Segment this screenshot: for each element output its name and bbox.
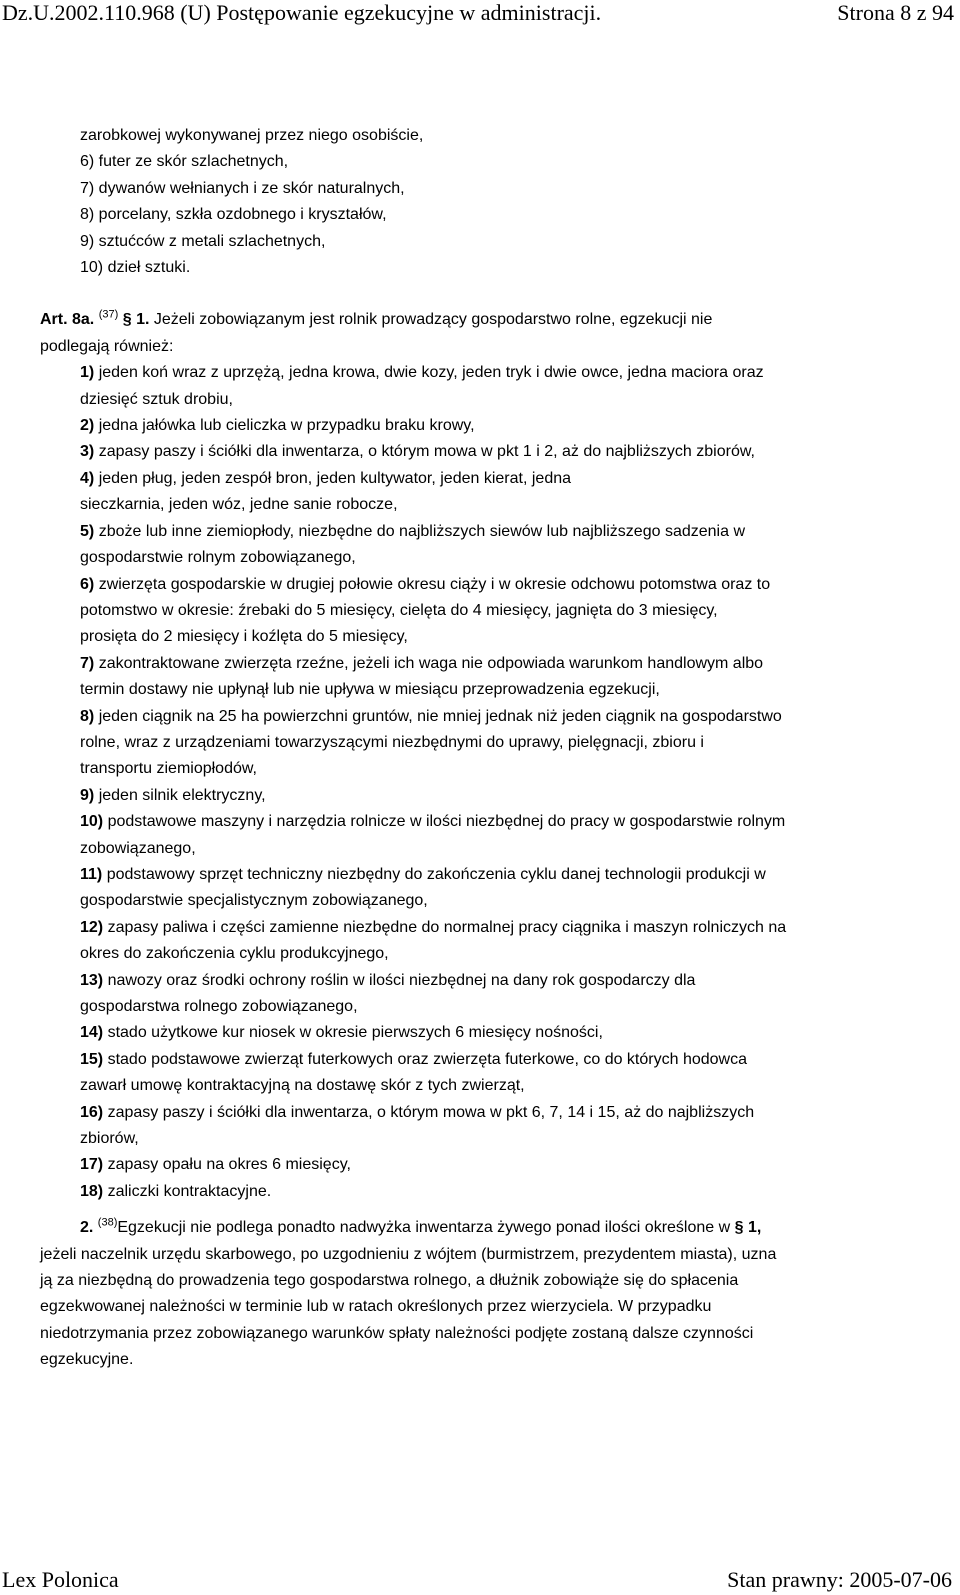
section-2-label: 2.	[80, 1219, 94, 1237]
section-2-body	[40, 1242, 948, 1374]
list-item-number: 9)	[80, 786, 95, 804]
list-item-text: zapasy opału na okres 6 miesięcy,	[107, 1156, 351, 1174]
list-item-line	[80, 915, 948, 941]
list-item-line	[80, 651, 948, 677]
list-item	[80, 1152, 948, 1178]
page-header	[0, 0, 960, 28]
list-item-text: zapasy paliwa i części zamienne niezbędne do normalnej pracy ciągnika i maszyn rolniczych na	[107, 918, 787, 936]
list-item	[80, 360, 948, 413]
list-item-text: podstawowy sprzęt techniczny niezbędny do zakończenia cyklu danej technologii produkcji w	[106, 865, 766, 883]
list-item	[80, 572, 948, 651]
list-item-line	[80, 439, 948, 465]
list-item	[80, 439, 948, 465]
list-item-line	[80, 572, 948, 598]
publisher-name: Lex Polonica	[2, 1567, 119, 1592]
list-item-number: 17)	[80, 1156, 104, 1174]
continuation-line: 8) porcelany, szkła ozdobnego i kryształów,	[80, 206, 387, 224]
list-item-text: zawarł umowę kontraktacyjną na dostawę skór z tych zwierząt,	[80, 1077, 525, 1095]
section-2-line: jeżeli naczelnik urzędu skarbowego, po uzgodnieniu z wójtem (burmistrzem, prezydentem miasta), uzna	[40, 1245, 777, 1263]
list-item-line	[80, 360, 948, 386]
list-item	[80, 1020, 948, 1046]
page-number: Strona 8 z 94	[837, 0, 954, 25]
list-item-text: zaliczki kontraktacyjne.	[107, 1182, 272, 1200]
list-item-text: gospodarstwa rolnego zobowiązanego,	[80, 998, 358, 1015]
list-item	[80, 1179, 948, 1205]
list-item-text: potomstwo w okresie: źrebaki do 5 miesięcy, cielęta do 4 miesięcy, jagnięta do 3 miesięcy,	[80, 601, 718, 619]
list-item-line	[80, 730, 948, 756]
list-item-line	[80, 1100, 948, 1126]
continuation-line: 10) dzieł sztuki.	[80, 259, 191, 277]
list-item-line	[80, 677, 948, 703]
list-item-text: stado użytkowe kur niosek w okresie pierwszych 6 miesięcy nośności,	[107, 1024, 603, 1042]
list-item-number: 7)	[80, 654, 95, 672]
list-item-number: 2)	[80, 417, 95, 435]
list-item-number: 1)	[80, 364, 95, 382]
list-item-text: gospodarstwie specjalistycznym zobowiązanego,	[80, 892, 428, 910]
list-item	[80, 968, 948, 1021]
list-item-text: zboże lub inne ziemiopłody, niezbędne do najbliższych siewów lub najbliższego sadzenia w	[98, 522, 745, 540]
list-item-line	[80, 1020, 948, 1046]
section-2-line: ją za niezbędną do prowadzenia tego gospodarstwa rolnego, a dłużnik zobowiąże się do spłacenia	[40, 1272, 739, 1290]
list-item-number: 11)	[80, 865, 103, 883]
list-item	[80, 1100, 948, 1153]
list-item-line	[80, 756, 948, 782]
article-intro	[40, 307, 948, 333]
list-item	[80, 1047, 948, 1100]
list-item-line	[80, 994, 948, 1020]
list-item-text: sieczkarnia, jeden wóz, jedne sanie robocze,	[80, 496, 398, 514]
section-reference[interactable]: § 1,	[734, 1219, 762, 1237]
list-item-line	[80, 1047, 948, 1073]
continuation-line: zarobkowej wykonywanej przez niego osobiście,	[80, 127, 424, 144]
legal-status-date: Stan prawny: 2005-07-06	[727, 1567, 952, 1592]
list-item-line	[80, 704, 948, 730]
list-item-text: jeden pług, jeden zespół bron, jeden kultywator, jeden kierat, jedna	[98, 469, 572, 487]
list-item-number: 6)	[80, 575, 95, 593]
list-item-number: 14)	[80, 1024, 104, 1042]
list-item-text: jedna jałówka lub cieliczka w przypadku braku krowy,	[98, 417, 475, 435]
list-item	[80, 519, 948, 572]
list-item-text: transportu ziemiopłodów,	[80, 760, 257, 778]
section-2-line: egzekwowanej należności w terminie lub w ratach określonych przez wierzyciela. W przypadku	[40, 1298, 712, 1316]
list-item-line	[80, 941, 948, 967]
continuation-line: 6) futer ze skór szlachetnych,	[80, 153, 289, 171]
list-item-line	[80, 888, 948, 914]
list-item-line	[80, 624, 948, 650]
list-item-text: termin dostawy nie upłynął lub nie upływa w miesiącu przeprowadzenia egzekucji,	[80, 681, 660, 699]
article-intro-line: podlegają również:	[40, 337, 174, 355]
list-item	[80, 651, 948, 704]
list-item-line	[80, 598, 948, 624]
list-item-number: 15)	[80, 1050, 104, 1068]
list-item-number: 10)	[80, 813, 104, 831]
list-item-text: stado podstawowe zwierząt futerkowych oraz zwierzęta futerkowe, co do których hodowca	[107, 1050, 747, 1068]
list-item	[80, 413, 948, 439]
document-body	[40, 123, 948, 1374]
list-item-text: dziesięć sztuk drobiu,	[80, 390, 233, 408]
list-item-line	[80, 1073, 948, 1099]
list-item-text: jeden ciągnik na 25 ha powierzchni gruntów, nie mniej jednak niż jeden ciągnik na gospodarstwo	[98, 707, 782, 725]
section-2-line: niedotrzymania przez zobowiązanego warunków spłaty należności podjęte zostaną dalsze czynności	[40, 1324, 754, 1342]
section-2-text: Egzekucji nie podlega ponadto nadwyżka inwentarza żywego ponad ilości określone w	[117, 1219, 731, 1237]
article-8a	[40, 307, 948, 1373]
list-item-line	[80, 545, 948, 571]
list-item-number: 18)	[80, 1182, 104, 1200]
list-item	[80, 915, 948, 968]
list-item	[80, 783, 948, 809]
section-2	[40, 1215, 948, 1241]
continuation-block	[40, 123, 948, 281]
list-item-text: zapasy paszy i ściółki dla inwentarza, o którym mowa w pkt 1 i 2, aż do najbliższych zbiorów,	[98, 443, 755, 461]
list-item-line	[80, 968, 948, 994]
list-item-line	[80, 1179, 948, 1205]
list-item-number: 4)	[80, 469, 95, 487]
list-item-line	[80, 862, 948, 888]
list-item-number: 3)	[80, 443, 95, 461]
list-item-text: zwierzęta gospodarskie w drugiej połowie okresu ciąży i w okresie odchowu potomstwa oraz to	[98, 575, 771, 593]
section-label: § 1.	[122, 311, 150, 329]
list-item	[80, 809, 948, 862]
list-item	[80, 466, 948, 519]
list-item-line	[80, 519, 948, 545]
list-item	[80, 704, 948, 783]
list-item-text: nawozy oraz środki ochrony roślin w ilości niezbędnej na dany rok gospodarczy dla	[107, 971, 696, 989]
list-item-number: 5)	[80, 522, 95, 540]
list-item-text: jeden koń wraz z uprzężą, jedna krowa, dwie kozy, jeden tryk i dwie owce, jedna maciora oraz	[98, 364, 764, 382]
list-item-line	[80, 836, 948, 862]
continuation-line: 9) sztućców z metali szlachetnych,	[80, 232, 326, 250]
list-item-line	[80, 1152, 948, 1178]
list-item-number: 12)	[80, 918, 104, 936]
list-item-line	[80, 466, 948, 492]
list-item-number: 8)	[80, 707, 95, 725]
article-label: Art. 8a.	[40, 311, 95, 329]
list-item-text: zapasy paszy i ściółki dla inwentarza, o którym mowa w pkt 6, 7, 14 i 15, aż do najbliższych	[107, 1103, 755, 1121]
list-item-text: zbiorów,	[80, 1130, 139, 1148]
points-list	[40, 360, 948, 1205]
list-item-text: zobowiązanego,	[80, 839, 196, 857]
list-item-text: zakontraktowane zwierzęta rzeźne, jeżeli ich waga nie odpowiada warunkom handlowym albo	[98, 654, 764, 672]
list-item-text: rolne, wraz z urządzeniami towarzyszącymi niezbędnymi do uprawy, pielęgnacji, zbioru i	[80, 733, 704, 751]
list-item	[80, 862, 948, 915]
list-item-number: 16)	[80, 1103, 104, 1121]
list-item-text: podstawowe maszyny i narzędzia rolnicze w ilości niezbędnej do pracy w gospodarstwie rolnym	[107, 813, 786, 831]
list-item-line	[80, 413, 948, 439]
list-item-line	[80, 1126, 948, 1152]
footnote-ref[interactable]: (37)	[98, 309, 119, 322]
page-footer	[0, 1567, 960, 1595]
list-item-text: gospodarstwie rolnym zobowiązanego,	[80, 549, 356, 567]
footnote-ref[interactable]: (38)	[97, 1216, 118, 1229]
list-item-text: jeden silnik elektryczny,	[98, 786, 266, 804]
list-item-line	[80, 783, 948, 809]
list-item-number: 13)	[80, 971, 104, 989]
article-intro-text: Jeżeli zobowiązanym jest rolnik prowadzący gospodarstwo rolne, egzekucji nie	[153, 311, 713, 329]
continuation-line: 7) dywanów wełnianych i ze skór naturalnych,	[80, 179, 405, 197]
document-title: Dz.U.2002.110.968 (U) Postępowanie egzekucyjne w administracji.	[2, 0, 602, 25]
list-item-line	[80, 387, 948, 413]
list-item-line	[80, 809, 948, 835]
list-item-text: prosięta do 2 miesięcy i koźlęta do 5 miesięcy,	[80, 628, 408, 646]
list-item-line	[80, 492, 948, 518]
section-2-line: egzekucyjne.	[40, 1351, 134, 1369]
list-item-text: okres do zakończenia cyklu produkcyjnego,	[80, 945, 389, 963]
